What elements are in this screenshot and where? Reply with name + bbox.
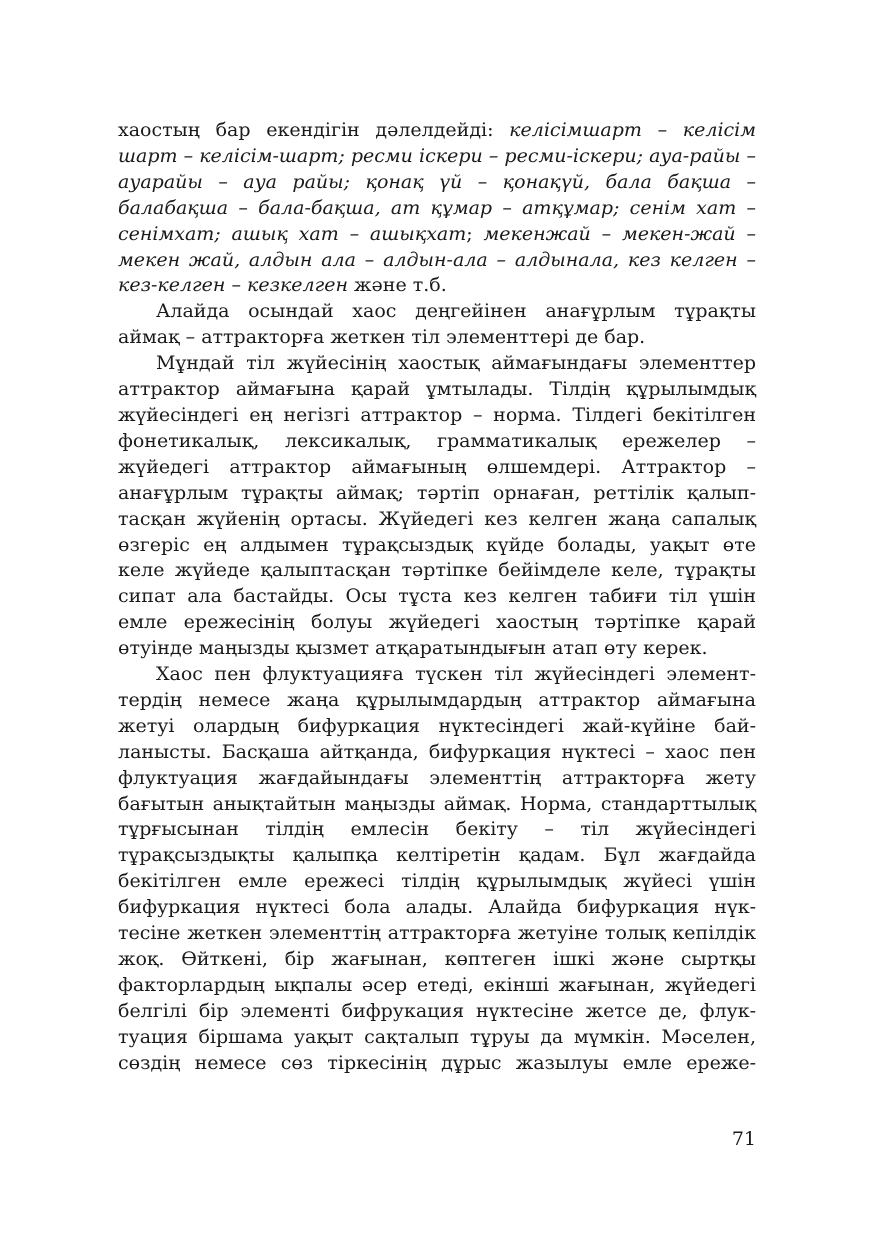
text-run: және т.б. <box>348 274 447 297</box>
paragraph-3 <box>118 351 756 662</box>
italic-examples: мекенжай – мекен-жай – мекен жай, алдын ала – алдын-ала – алдынала, кез келген – кез-келген – кезкелген <box>118 222 756 297</box>
text-run: Алайда осындай хаос деңгейінен анағұрлым тұрақты аймақ – аттракторға жеткен тіл элементтері де бар. <box>118 300 756 349</box>
text-run: Мұндай тіл жүйесінің хаостық аймағындағы элементтер аттрактор аймағына қарай ұмтылады. Тілдің құрылымдық жүйесіндегі ең негізгі аттрактор – норма. Тілдегі бекітілген фонетикалық, лексикалық, грамматикалық ережелер – жүйедегі аттрактор аймағының өлшемдері. Аттрактор – анағұрлым тұрақты аймақ; тәртіп орнаған, реттілік қалыптасқан жүйенің ортасы. Жүйедегі кез келген жаңа сапалық өзгеріс ең алдымен тұрақсыздық күйде болады, уақыт өте келе жүйеде қалыптасқан тәртіпке бейімделе келе, тұрақты сипат ала бастайды. Осы тұста кез келген табиғи тіл үшін емле ережесінің болуы жүйедегі хаостың тәртіпке қарай өтуінде маңызды қызмет атқаратындығын атап өту керек. <box>118 352 756 660</box>
paragraph-1 <box>118 118 756 299</box>
text-run: Хаос пен флуктуацияға түскен тіл жүйесіндегі элементтердің немесе жаңа құрылымдардың аттрактор аймағына жетуі олардың бифуркация нүктесіндегі жай-күйіне байланысты. Басқаша айтқанда, бифуркация нүктесі – хаос пен флуктуация жағдайындағы элементтің аттракторға жету бағытын анықтайтын маңызды аймақ. Норма, стандарттылық тұрғысынан тілдің емлесін бекіту – тіл жүйесіндегі тұрақсыздықты қалыпқа келтіретін қадам. Бұл жағдайда бекітілген емле ережесі тілдің құрылымдық жүйесі үшін бифуркация нүктесі бола алады. Алайда бифуркация нүктесіне жеткен элементтің аттракторға жетуіне толық кепілдік жоқ. Өйткені, бір жағынан, көптеген ішкі және сыртқы факторлардың ықпалы әсер етеді, екінші жағынан, жүйедегі белгілі бір элементі бифрукация нүктесіне жетсе де, флуктуация біршама уақыт сақталып тұруы да мүмкін. Мәселен, сөздің немесе сөз тіркесінің дұрыс жазылуы емле ереже- <box>118 663 756 1074</box>
page-body <box>118 118 756 1077</box>
text-run: ; <box>466 222 484 245</box>
italic-examples: келісімшарт – келісім шарт – келісім-шарт; ресми іскери – ресми-іскери; ауа-райы – ауарайы – ауа райы; қонақ үй – қонақүй, бала бақша – балабақша – бала-бақша, ат құмар – атқұмар; сенім хат – сенімхат; ашық хат – ашықхат <box>118 119 756 245</box>
page-number: 71 <box>731 1128 756 1150</box>
paragraph-2 <box>118 299 756 351</box>
paragraph-4 <box>118 662 756 1077</box>
text-run: хаостың бар екендігін дәлелдейді: <box>118 119 510 141</box>
